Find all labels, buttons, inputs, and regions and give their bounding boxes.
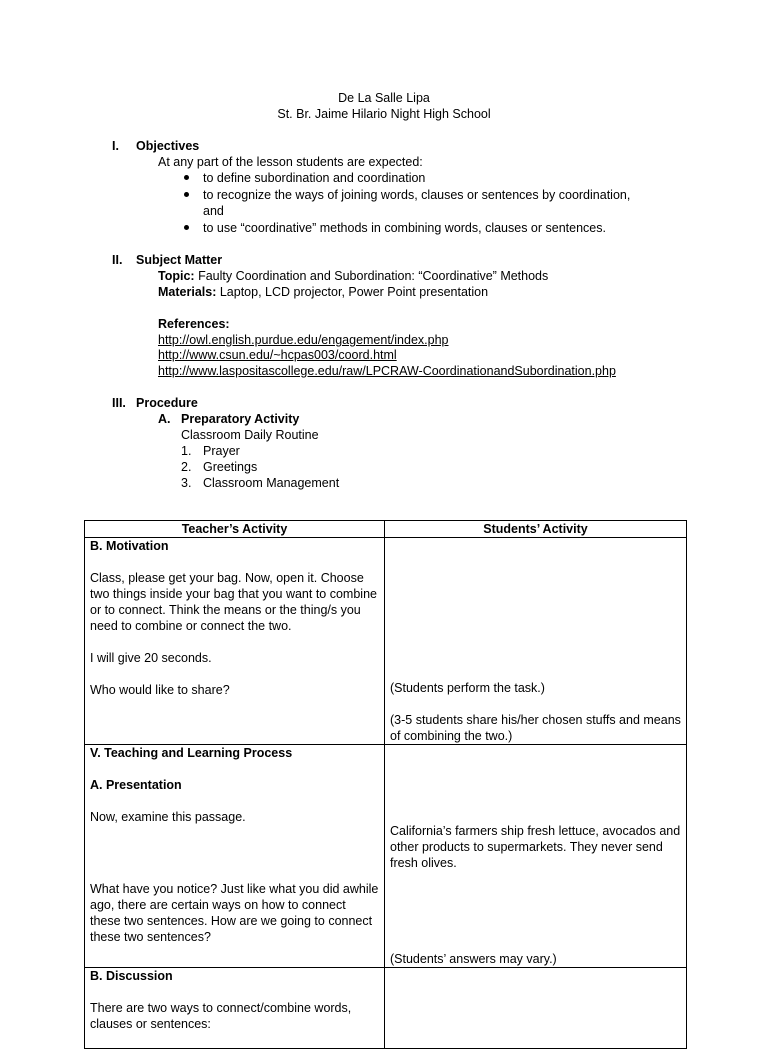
topic-label: Topic:: [158, 269, 195, 283]
step-text: Classroom Management: [203, 476, 340, 490]
passage-text: California’s farmers ship fresh lettuce, avocados and other products to supermarkets. They never send fresh olives.: [390, 824, 681, 870]
objective-item: to recognize the ways of joining words, clauses or sentences by coordination,: [203, 188, 631, 202]
student-cell: [385, 745, 687, 968]
table-row-discussion: [85, 968, 687, 1049]
procedure-number: III.: [112, 396, 126, 410]
subject-number: II.: [112, 253, 123, 267]
teacher-cell: [85, 968, 385, 1049]
presentation-instruction: Now, examine this passage.: [90, 810, 246, 824]
student-response: (Students perform the task.): [390, 681, 545, 695]
school-name: De La Salle Lipa: [338, 91, 430, 105]
objectives-number: I.: [112, 139, 119, 153]
subject-heading: Subject Matter: [136, 253, 223, 267]
objectives-heading: Objectives: [136, 139, 200, 153]
bullet-icon: [184, 225, 189, 230]
teaching-heading: V. Teaching and Learning Process: [90, 746, 293, 760]
student-response: (Students’ answers may vary.): [390, 952, 557, 966]
step-text: Greetings: [203, 460, 258, 474]
topic-text: Faulty Coordination and Subordination: “Coordinative” Methods: [198, 269, 549, 283]
teacher-activity-header: Teacher’s Activity: [85, 521, 385, 538]
step-number: 3.: [181, 476, 192, 490]
table-row-teaching: [85, 745, 687, 968]
topic-line: [158, 268, 548, 284]
discussion-text: There are two ways to connect/combine words, clauses or sentences:: [90, 1001, 352, 1031]
motivation-timer: I will give 20 seconds.: [90, 651, 212, 665]
objective-item-continued: and: [203, 204, 224, 218]
presentation-heading: A. Presentation: [90, 778, 182, 792]
discussion-heading: B. Discussion: [90, 969, 173, 983]
step-number: 2.: [181, 460, 192, 474]
teacher-cell: [85, 538, 385, 745]
objective-item: to use “coordinative” methods in combining words, clauses or sentences.: [203, 221, 606, 235]
objectives-intro: At any part of the lesson students are expected:: [158, 155, 423, 169]
routine-text: Classroom Daily Routine: [181, 428, 319, 442]
student-cell: [385, 538, 687, 745]
reference-link[interactable]: http://owl.english.purdue.edu/engagement/index.php: [158, 333, 449, 347]
preparatory-heading: Preparatory Activity: [181, 412, 300, 426]
materials-line: [158, 284, 488, 300]
motivation-heading: B. Motivation: [90, 539, 169, 553]
activity-table: [84, 520, 687, 1049]
motivation-instruction: Class, please get your bag. Now, open it. Choose two things inside your bag that you want to combine or to connect. Think the means or the thing/s you need to combine or connect the two.: [90, 571, 377, 633]
student-cell: [385, 968, 687, 1049]
table-row-motivation: [85, 538, 687, 745]
objective-item: to define subordination and coordination: [203, 171, 426, 185]
school-subtitle: St. Br. Jaime Hilario Night High School: [277, 107, 491, 121]
reference-link[interactable]: http://www.laspositascollege.edu/raw/LPCRAW-CoordinationandSubordination.php: [158, 364, 616, 378]
bullet-icon: [184, 192, 189, 197]
students-activity-header: Students’ Activity: [385, 521, 687, 538]
reference-link[interactable]: http://www.csun.edu/~hcpas003/coord.html: [158, 348, 397, 362]
teacher-cell: [85, 745, 385, 968]
motivation-question: Who would like to share?: [90, 683, 230, 697]
table-header-row: [85, 521, 687, 538]
procedure-heading: Procedure: [136, 396, 198, 410]
presentation-question: What have you notice? Just like what you did awhile ago, there are certain ways on how to connect these two sentences. How are we going to connect these two sentences?: [90, 882, 379, 944]
step-number: 1.: [181, 444, 192, 458]
preparatory-label: A.: [158, 412, 171, 426]
student-response: (3-5 students share his/her chosen stuffs and means of combining the two.): [390, 713, 681, 743]
materials-label: Materials:: [158, 285, 217, 299]
step-text: Prayer: [203, 444, 240, 458]
references-label: References:: [158, 317, 230, 331]
bullet-icon: [184, 175, 189, 180]
materials-text: Laptop, LCD projector, Power Point presentation: [219, 285, 489, 299]
